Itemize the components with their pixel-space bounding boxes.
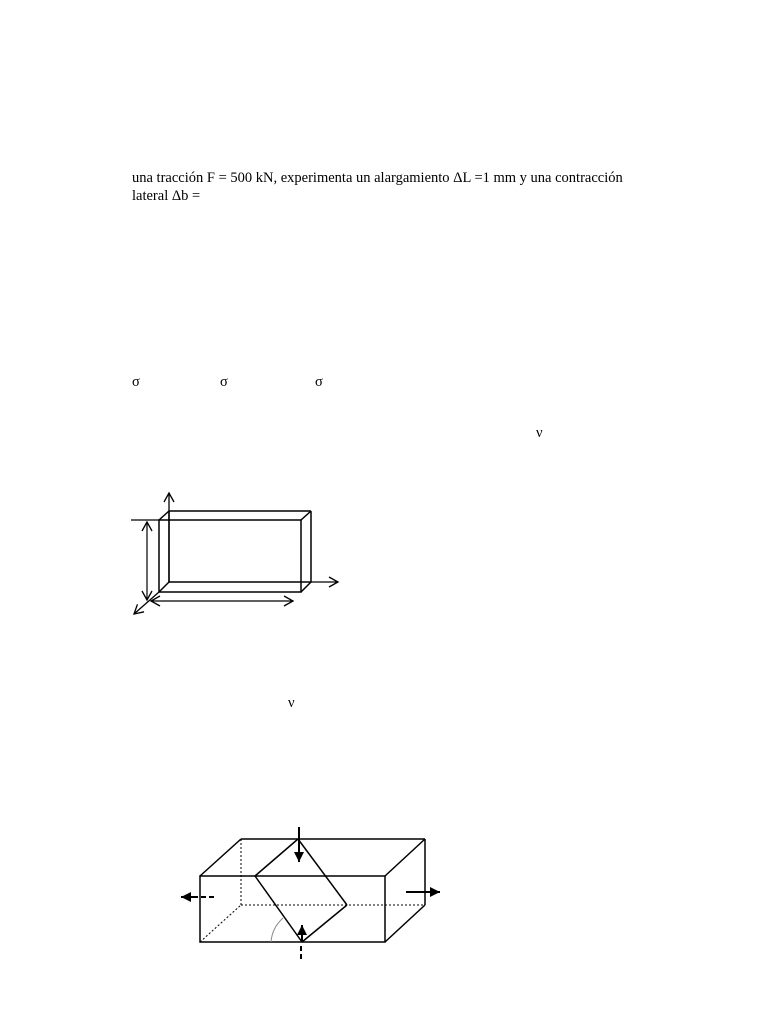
problem-text-line-1: una tracción F = 500 kN, experimenta un alargamiento ΔL =1 mm y una contracción: [132, 170, 623, 186]
block-outline: [200, 839, 425, 942]
sigma-symbol-2: σ: [220, 374, 228, 390]
hidden-edges: [200, 839, 425, 942]
nu-symbol-1: ν: [536, 425, 543, 441]
problem-text-line-2: lateral Δb =: [132, 188, 201, 204]
nu-symbol-2: ν: [288, 695, 295, 711]
sigma-symbol-1: σ: [132, 374, 140, 390]
sigma-symbol-3: σ: [315, 374, 323, 390]
angle-arc: [271, 918, 283, 942]
